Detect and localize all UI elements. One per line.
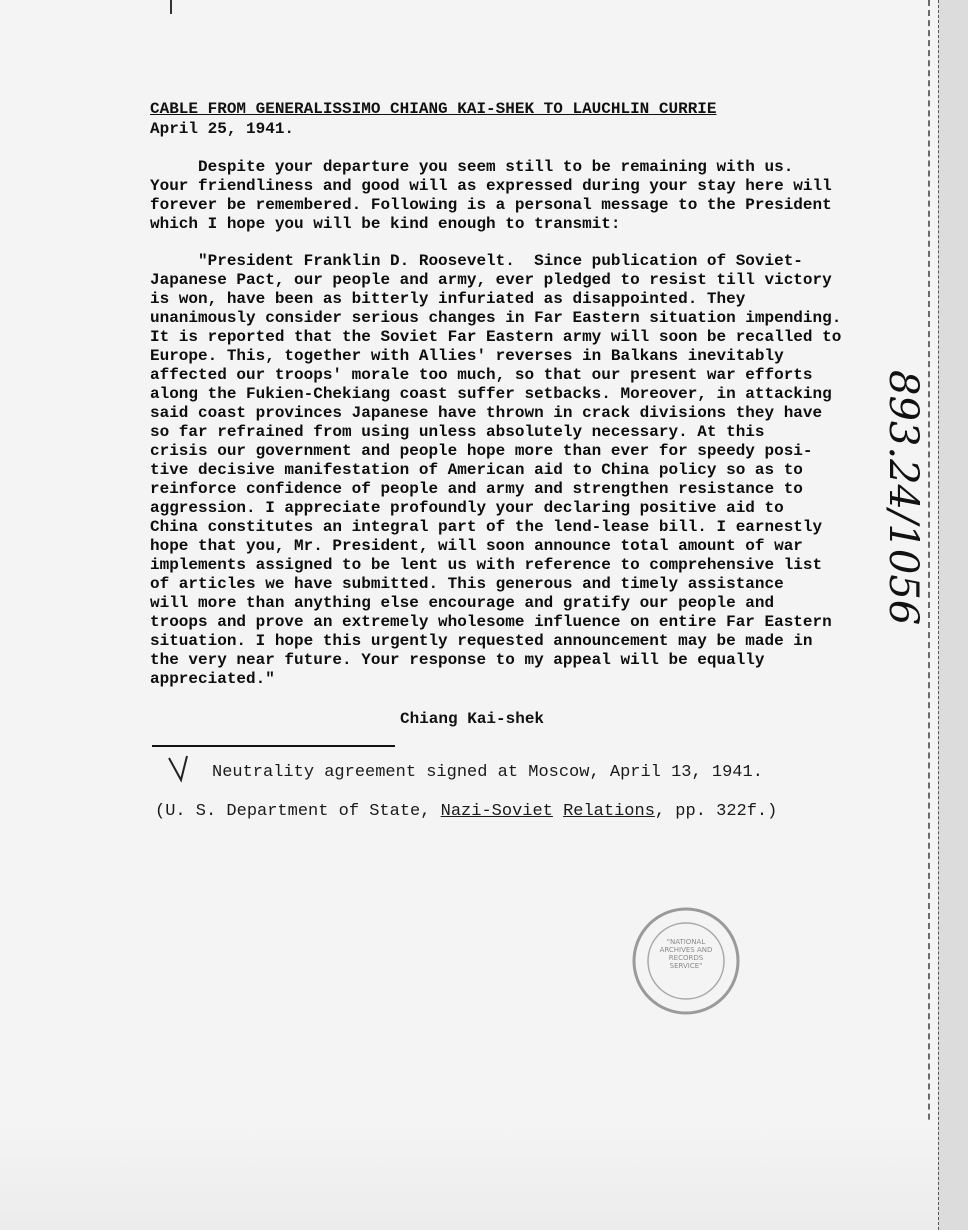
- message-line: along the Fukien-Chekiang coast suffer setbacks. Moreover, in attacking: [150, 385, 832, 403]
- message-line: hope that you, Mr. President, will soon announce total amount of war: [150, 537, 803, 555]
- intro-line: which I hope you will be kind enough to transmit:: [150, 215, 621, 233]
- handwritten-file-number: [868, 360, 938, 700]
- source-citation: [155, 802, 777, 821]
- intro-line: Despite your departure you seem still to be remaining with us.: [150, 158, 794, 176]
- message-line: unanimously consider serious changes in Far Eastern situation impending.: [150, 309, 842, 327]
- message-line: crisis our government and people hope more than ever for speedy posi-: [150, 442, 813, 460]
- source-title-part: Relations: [563, 802, 655, 821]
- message-line: reinforce confidence of people and army and strengthen resistance to: [150, 480, 803, 498]
- intro-line: Your friendliness and good will as expressed during your stay here will: [150, 177, 832, 195]
- message-line: the very near future. Your response to my appeal will be equally: [150, 651, 765, 669]
- intro-line: forever be remembered. Following is a personal message to the President: [150, 196, 832, 214]
- message-line: so far refrained from using unless absolutely necessary. At this: [150, 423, 765, 441]
- signature: Chiang Kai-shek: [400, 710, 545, 728]
- message-line: situation. I hope this urgently requested announcement may be made in: [150, 632, 813, 650]
- message-line: Europe. This, together with Allies' reverses in Balkans inevitably: [150, 347, 784, 365]
- message-line: is won, have been as bitterly infuriated as disappointed. They: [150, 290, 746, 308]
- message-line: implements assigned to be lent us with reference to comprehensive list: [150, 556, 823, 574]
- message-line: appreciated.": [150, 670, 275, 688]
- source-prefix: (U. S. Department of State,: [155, 802, 441, 821]
- message-line: of articles we have submitted. This generous and timely assistance: [150, 575, 784, 593]
- stamp-text: "NATIONAL ARCHIVES AND RECORDS SERVICE": [659, 938, 713, 970]
- message-line: "President Franklin D. Roosevelt. Since publication of Soviet-: [150, 252, 803, 270]
- message-line: said coast provinces Japanese have thrown in crack divisions they have: [150, 404, 823, 422]
- message-line: aggression. I appreciate profoundly your declaring positive aid to: [150, 499, 784, 517]
- top-mark: [170, 0, 172, 14]
- message-line: Japanese Pact, our people and army, ever pledged to resist till victory: [150, 271, 832, 289]
- page-edge: [938, 0, 968, 1230]
- document-title: CABLE FROM GENERALISSIMO CHIANG KAI-SHEK TO LAUCHLIN CURRIE: [150, 100, 717, 118]
- message-line: troops and prove an extremely wholesome influence on entire Far Eastern: [150, 613, 832, 631]
- message-line: affected our troops' morale too much, so that our present war efforts: [150, 366, 813, 384]
- footnote-rule: [152, 745, 395, 747]
- scan-smudge: [0, 1120, 938, 1230]
- intro-paragraph: [150, 158, 850, 234]
- source-suffix: , pp. 322f.): [654, 802, 778, 821]
- checkmark-icon: [165, 752, 205, 784]
- footnote-text: Neutrality agreement signed at Moscow, April 13, 1941.: [212, 763, 763, 782]
- document-date: April 25, 1941.: [150, 120, 295, 138]
- handwritten-text: 893.24/1056: [880, 370, 926, 626]
- source-title-part: Nazi-Soviet: [440, 802, 553, 821]
- message-line: China constitutes an integral part of the lend-lease bill. I earnestly: [150, 518, 823, 536]
- message-line: tive decisive manifestation of American aid to China policy so as to: [150, 461, 803, 479]
- message-line: will more than anything else encourage and gratify our people and: [150, 594, 775, 612]
- message-paragraph: [150, 252, 850, 689]
- message-line: It is reported that the Soviet Far Eastern army will soon be recalled to: [150, 328, 842, 346]
